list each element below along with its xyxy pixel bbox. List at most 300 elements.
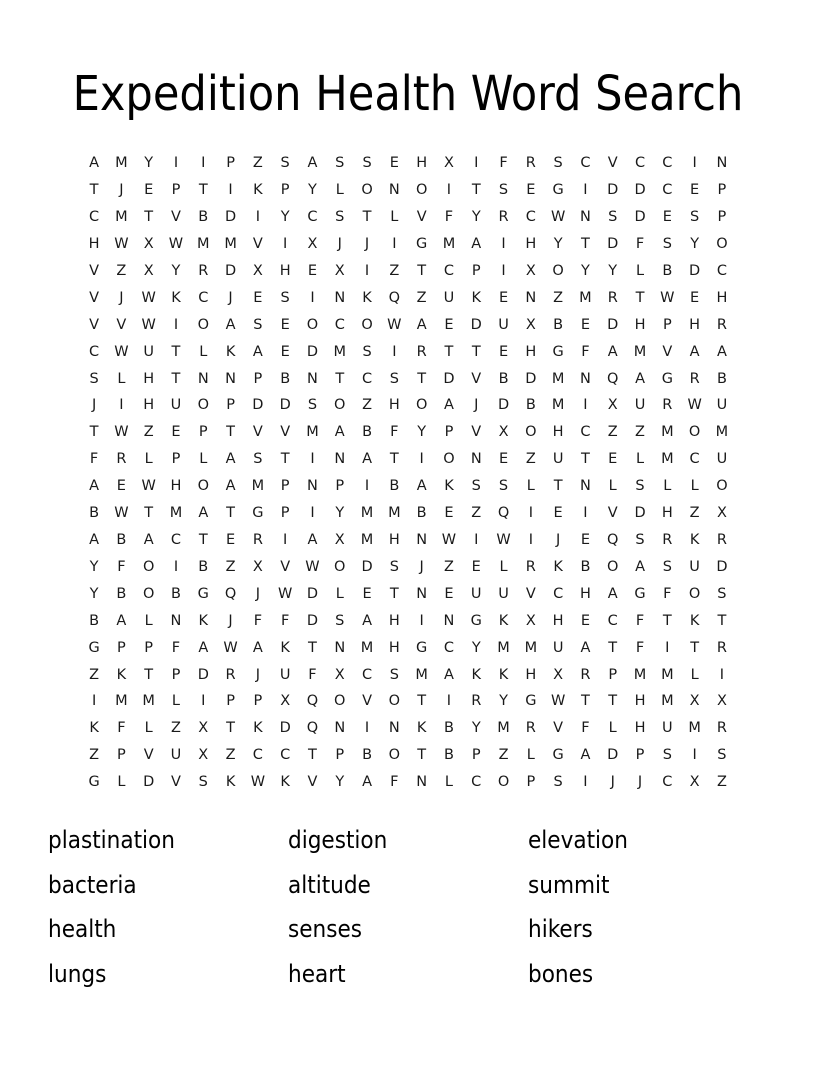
letter-cell[interactable]: K bbox=[498, 612, 509, 629]
letter-cell[interactable]: T bbox=[226, 720, 235, 737]
letter-cell[interactable]: U bbox=[552, 639, 564, 656]
letter-cell[interactable]: R bbox=[716, 532, 727, 548]
letter-cell[interactable]: R bbox=[471, 693, 482, 710]
letter-cell[interactable]: T bbox=[417, 747, 427, 764]
letter-cell[interactable]: I bbox=[283, 236, 288, 253]
letter-cell[interactable]: I bbox=[228, 182, 233, 199]
letter-cell[interactable]: V bbox=[89, 289, 100, 306]
word-list-item[interactable]: summit bbox=[528, 870, 610, 899]
letter-cell[interactable]: E bbox=[498, 289, 509, 306]
letter-cell[interactable]: N bbox=[307, 370, 318, 387]
letter-cell[interactable]: L bbox=[690, 666, 699, 683]
letter-cell[interactable]: E bbox=[471, 558, 481, 575]
letter-cell[interactable]: A bbox=[580, 747, 591, 764]
letter-cell[interactable]: Y bbox=[499, 693, 508, 710]
letter-cell[interactable]: O bbox=[361, 182, 373, 199]
letter-cell[interactable]: E bbox=[116, 478, 126, 495]
letter-cell[interactable]: T bbox=[335, 370, 345, 387]
letter-cell[interactable]: I bbox=[310, 289, 315, 306]
letter-cell[interactable]: Q bbox=[306, 693, 319, 710]
letter-cell[interactable]: L bbox=[199, 343, 208, 360]
letter-cell[interactable]: O bbox=[306, 316, 319, 333]
letter-cell[interactable]: L bbox=[526, 747, 535, 764]
letter-cell[interactable]: T bbox=[581, 693, 590, 710]
letter-cell[interactable]: F bbox=[499, 155, 508, 172]
letter-cell[interactable]: Z bbox=[443, 558, 454, 575]
letter-cell[interactable]: Y bbox=[144, 155, 154, 172]
letter-cell[interactable]: A bbox=[607, 585, 618, 602]
letter-cell[interactable]: Q bbox=[306, 720, 319, 737]
letter-cell[interactable]: K bbox=[498, 666, 509, 683]
letter-cell[interactable]: W bbox=[141, 316, 156, 333]
letter-cell[interactable]: E bbox=[389, 155, 399, 172]
letter-cell[interactable]: D bbox=[143, 774, 155, 791]
letter-cell[interactable]: W bbox=[114, 343, 129, 360]
letter-cell[interactable]: I bbox=[583, 774, 588, 791]
letter-cell[interactable]: X bbox=[525, 316, 536, 333]
letter-cell[interactable]: U bbox=[716, 397, 728, 414]
letter-cell[interactable]: Z bbox=[89, 747, 100, 764]
letter-cell[interactable]: Y bbox=[308, 182, 317, 199]
letter-cell[interactable]: P bbox=[662, 316, 672, 333]
letter-cell[interactable]: X bbox=[689, 774, 700, 791]
letter-cell[interactable]: T bbox=[662, 612, 672, 629]
letter-cell[interactable]: X bbox=[607, 397, 618, 414]
letter-cell[interactable]: G bbox=[661, 370, 673, 387]
letter-cell[interactable]: A bbox=[416, 316, 427, 333]
letter-cell[interactable]: P bbox=[526, 774, 536, 791]
letter-cell[interactable]: A bbox=[307, 532, 318, 548]
letter-cell[interactable]: T bbox=[608, 693, 618, 710]
letter-cell[interactable]: D bbox=[197, 666, 209, 683]
letter-cell[interactable]: M bbox=[688, 720, 701, 737]
letter-cell[interactable]: A bbox=[225, 316, 236, 333]
letter-cell[interactable]: N bbox=[525, 289, 537, 306]
letter-cell[interactable]: Z bbox=[716, 774, 727, 791]
letter-cell[interactable]: I bbox=[283, 532, 288, 548]
letter-cell[interactable]: H bbox=[143, 370, 155, 387]
letter-cell[interactable]: O bbox=[388, 747, 401, 764]
word-list-item[interactable]: altitude bbox=[288, 870, 371, 899]
letter-cell[interactable]: D bbox=[716, 558, 728, 575]
letter-cell[interactable]: G bbox=[416, 236, 428, 253]
letter-cell[interactable]: S bbox=[498, 182, 509, 199]
letter-cell[interactable]: J bbox=[637, 774, 643, 791]
letter-cell[interactable]: P bbox=[144, 639, 154, 656]
letter-cell[interactable]: D bbox=[306, 585, 319, 602]
letter-cell[interactable]: I bbox=[719, 666, 725, 683]
letter-cell[interactable]: L bbox=[444, 774, 453, 791]
letter-cell[interactable]: P bbox=[280, 182, 290, 199]
letter-cell[interactable]: S bbox=[471, 478, 481, 495]
letter-cell[interactable]: T bbox=[362, 209, 372, 226]
letter-cell[interactable]: U bbox=[443, 289, 455, 306]
letter-cell[interactable]: T bbox=[308, 747, 317, 764]
letter-cell[interactable]: Z bbox=[689, 505, 700, 522]
letter-cell[interactable]: T bbox=[198, 532, 208, 548]
letter-cell[interactable]: M bbox=[661, 666, 674, 683]
letter-cell[interactable]: M bbox=[551, 370, 565, 387]
letter-cell[interactable]: T bbox=[198, 182, 208, 199]
letter-cell[interactable]: Y bbox=[471, 639, 481, 656]
letter-cell[interactable]: X bbox=[252, 558, 263, 575]
letter-cell[interactable]: L bbox=[390, 209, 399, 226]
letter-cell[interactable]: T bbox=[471, 343, 481, 360]
letter-cell[interactable]: F bbox=[635, 639, 645, 656]
letter-cell[interactable]: I bbox=[528, 532, 533, 548]
letter-cell[interactable]: I bbox=[583, 182, 588, 199]
letter-cell[interactable]: C bbox=[170, 532, 182, 548]
letter-cell[interactable]: O bbox=[197, 316, 209, 333]
letter-cell[interactable]: H bbox=[279, 262, 291, 279]
letter-cell[interactable]: F bbox=[390, 424, 399, 441]
letter-cell[interactable]: P bbox=[280, 505, 290, 522]
letter-cell[interactable]: E bbox=[280, 316, 290, 333]
letter-cell[interactable]: Y bbox=[471, 720, 481, 737]
letter-cell[interactable]: C bbox=[580, 155, 591, 172]
letter-cell[interactable]: L bbox=[690, 478, 699, 495]
letter-cell[interactable]: N bbox=[170, 612, 182, 629]
letter-cell[interactable]: O bbox=[415, 397, 428, 414]
letter-cell[interactable]: L bbox=[608, 720, 617, 737]
letter-cell[interactable]: N bbox=[334, 289, 346, 306]
letter-cell[interactable]: O bbox=[334, 397, 346, 414]
letter-cell[interactable]: Y bbox=[581, 262, 590, 279]
letter-cell[interactable]: X bbox=[334, 262, 345, 279]
letter-cell[interactable]: A bbox=[225, 478, 236, 495]
letter-cell[interactable]: J bbox=[555, 532, 561, 548]
letter-cell[interactable]: Z bbox=[607, 424, 618, 441]
letter-cell[interactable]: H bbox=[579, 585, 591, 602]
letter-cell[interactable]: N bbox=[225, 370, 236, 387]
letter-cell[interactable]: T bbox=[717, 612, 727, 629]
letter-cell[interactable]: D bbox=[361, 558, 373, 575]
letter-cell[interactable]: J bbox=[228, 612, 233, 629]
letter-cell[interactable]: S bbox=[280, 289, 290, 306]
letter-cell[interactable]: P bbox=[226, 693, 235, 710]
letter-cell[interactable]: E bbox=[307, 262, 318, 279]
letter-cell[interactable]: V bbox=[525, 585, 536, 602]
letter-cell[interactable]: Y bbox=[280, 209, 290, 226]
letter-cell[interactable]: D bbox=[689, 262, 701, 279]
letter-cell[interactable]: B bbox=[89, 505, 100, 522]
letter-cell[interactable]: N bbox=[388, 182, 400, 199]
letter-cell[interactable]: C bbox=[280, 747, 291, 764]
letter-cell[interactable]: I bbox=[173, 558, 179, 575]
letter-cell[interactable]: S bbox=[335, 612, 345, 629]
letter-cell[interactable]: R bbox=[716, 720, 727, 737]
letter-cell[interactable]: K bbox=[225, 774, 236, 791]
letter-cell[interactable]: W bbox=[550, 693, 566, 710]
letter-cell[interactable]: K bbox=[116, 666, 127, 683]
letter-cell[interactable]: B bbox=[116, 532, 127, 548]
letter-cell[interactable]: I bbox=[446, 182, 452, 199]
letter-cell[interactable]: O bbox=[388, 693, 401, 710]
letter-cell[interactable]: T bbox=[308, 639, 317, 656]
letter-cell[interactable]: B bbox=[498, 370, 509, 387]
letter-cell[interactable]: S bbox=[635, 478, 645, 495]
letter-cell[interactable]: G bbox=[552, 182, 564, 199]
letter-cell[interactable]: K bbox=[280, 639, 290, 656]
letter-cell[interactable]: X bbox=[198, 747, 209, 764]
letter-cell[interactable]: K bbox=[171, 289, 181, 306]
letter-cell[interactable]: M bbox=[715, 424, 729, 441]
letter-cell[interactable]: P bbox=[198, 424, 208, 441]
letter-cell[interactable]: K bbox=[444, 478, 454, 495]
letter-cell[interactable]: Y bbox=[553, 236, 563, 253]
letter-cell[interactable]: Y bbox=[690, 236, 700, 253]
letter-cell[interactable]: N bbox=[334, 720, 346, 737]
letter-cell[interactable]: M bbox=[224, 236, 237, 253]
letter-cell[interactable]: W bbox=[141, 478, 156, 495]
letter-cell[interactable]: I bbox=[310, 505, 315, 522]
letter-cell[interactable]: B bbox=[580, 558, 591, 575]
letter-cell[interactable]: I bbox=[501, 262, 506, 279]
letter-cell[interactable]: T bbox=[690, 639, 700, 656]
letter-cell[interactable]: S bbox=[553, 774, 563, 791]
letter-cell[interactable]: Q bbox=[607, 370, 619, 387]
letter-cell[interactable]: V bbox=[607, 505, 618, 522]
letter-cell[interactable]: M bbox=[415, 666, 428, 683]
letter-cell[interactable]: C bbox=[662, 774, 673, 791]
letter-cell[interactable]: O bbox=[142, 558, 155, 575]
letter-cell[interactable]: P bbox=[444, 424, 454, 441]
letter-cell[interactable]: I bbox=[310, 451, 315, 468]
letter-cell[interactable]: I bbox=[692, 747, 697, 764]
letter-cell[interactable]: R bbox=[662, 532, 673, 548]
letter-cell[interactable]: P bbox=[471, 262, 481, 279]
word-list-item[interactable]: health bbox=[48, 915, 117, 944]
letter-cell[interactable]: T bbox=[89, 424, 99, 441]
letter-cell[interactable]: V bbox=[362, 693, 373, 710]
letter-cell[interactable]: E bbox=[444, 585, 454, 602]
letter-cell[interactable]: E bbox=[498, 451, 509, 468]
letter-cell[interactable]: S bbox=[389, 558, 399, 575]
letter-cell[interactable]: A bbox=[689, 343, 700, 360]
letter-cell[interactable]: K bbox=[89, 720, 99, 737]
letter-cell[interactable]: I bbox=[692, 155, 697, 172]
letter-cell[interactable]: D bbox=[607, 236, 619, 253]
letter-cell[interactable]: A bbox=[362, 774, 373, 791]
letter-cell[interactable]: U bbox=[634, 397, 646, 414]
letter-cell[interactable]: S bbox=[553, 155, 563, 172]
letter-cell[interactable]: Z bbox=[416, 289, 427, 306]
letter-cell[interactable]: D bbox=[634, 209, 646, 226]
letter-cell[interactable]: A bbox=[471, 236, 482, 253]
letter-cell[interactable]: V bbox=[471, 424, 482, 441]
letter-cell[interactable]: Y bbox=[608, 262, 618, 279]
letter-cell[interactable]: J bbox=[255, 666, 260, 683]
letter-cell[interactable]: Z bbox=[553, 289, 564, 306]
letter-cell[interactable]: E bbox=[171, 424, 181, 441]
letter-cell[interactable]: B bbox=[280, 370, 291, 387]
letter-cell[interactable]: L bbox=[663, 478, 672, 495]
letter-cell[interactable]: P bbox=[117, 747, 126, 764]
letter-cell[interactable]: O bbox=[197, 397, 209, 414]
letter-cell[interactable]: W bbox=[277, 585, 293, 602]
letter-cell[interactable]: S bbox=[307, 397, 318, 414]
letter-cell[interactable]: L bbox=[635, 262, 645, 279]
letter-cell[interactable]: H bbox=[388, 397, 400, 414]
letter-cell[interactable]: A bbox=[635, 370, 645, 387]
word-list-item[interactable]: elevation bbox=[528, 826, 628, 855]
letter-cell[interactable]: U bbox=[552, 451, 564, 468]
letter-cell[interactable]: E bbox=[608, 451, 618, 468]
letter-cell[interactable]: K bbox=[471, 289, 481, 306]
letter-cell[interactable]: M bbox=[360, 505, 374, 522]
letter-cell[interactable]: M bbox=[442, 236, 456, 253]
letter-cell[interactable]: Q bbox=[607, 532, 619, 548]
letter-cell[interactable]: W bbox=[550, 209, 566, 226]
letter-cell[interactable]: H bbox=[634, 693, 646, 710]
word-list-item[interactable]: plastination bbox=[48, 826, 175, 855]
letter-cell[interactable]: P bbox=[608, 666, 618, 683]
letter-cell[interactable]: L bbox=[499, 558, 508, 575]
letter-cell[interactable]: S bbox=[335, 155, 345, 172]
letter-cell[interactable]: R bbox=[689, 370, 700, 387]
letter-cell[interactable]: A bbox=[334, 424, 345, 441]
letter-cell[interactable]: L bbox=[635, 451, 645, 468]
letter-cell[interactable]: O bbox=[716, 478, 728, 495]
letter-cell[interactable]: G bbox=[88, 639, 100, 656]
letter-cell[interactable]: N bbox=[416, 774, 428, 791]
letter-cell[interactable]: N bbox=[416, 585, 428, 602]
letter-cell[interactable]: T bbox=[89, 182, 99, 199]
letter-cell[interactable]: W bbox=[660, 289, 675, 306]
letter-cell[interactable]: G bbox=[416, 639, 428, 656]
letter-cell[interactable]: E bbox=[580, 316, 591, 333]
letter-cell[interactable]: A bbox=[635, 558, 645, 575]
letter-cell[interactable]: D bbox=[224, 209, 237, 226]
letter-cell[interactable]: A bbox=[116, 612, 127, 629]
letter-cell[interactable]: C bbox=[662, 155, 673, 172]
letter-cell[interactable]: R bbox=[198, 262, 209, 279]
letter-cell[interactable]: C bbox=[361, 370, 373, 387]
letter-cell[interactable]: M bbox=[115, 155, 128, 172]
letter-cell[interactable]: G bbox=[252, 505, 264, 522]
letter-cell[interactable]: F bbox=[635, 612, 645, 629]
letter-cell[interactable]: P bbox=[635, 747, 645, 764]
letter-cell[interactable]: C bbox=[471, 774, 482, 791]
letter-cell[interactable]: T bbox=[280, 451, 290, 468]
letter-cell[interactable]: A bbox=[198, 505, 209, 522]
letter-cell[interactable]: Z bbox=[498, 747, 509, 764]
letter-cell[interactable]: K bbox=[416, 720, 427, 737]
letter-cell[interactable]: I bbox=[474, 155, 479, 172]
letter-cell[interactable]: M bbox=[497, 639, 510, 656]
letter-cell[interactable]: X bbox=[143, 262, 154, 279]
letter-cell[interactable]: H bbox=[416, 155, 428, 172]
letter-cell[interactable]: C bbox=[89, 209, 100, 226]
letter-cell[interactable]: O bbox=[552, 262, 564, 279]
letter-cell[interactable]: S bbox=[362, 343, 372, 360]
letter-cell[interactable]: E bbox=[225, 532, 236, 548]
letter-cell[interactable]: E bbox=[498, 343, 509, 360]
letter-cell[interactable]: E bbox=[580, 612, 591, 629]
letter-cell[interactable]: R bbox=[525, 720, 536, 737]
letter-cell[interactable]: N bbox=[580, 370, 591, 387]
letter-cell[interactable]: K bbox=[689, 532, 700, 548]
letter-cell[interactable]: N bbox=[716, 155, 728, 172]
letter-cell[interactable]: I bbox=[392, 236, 397, 253]
letter-cell[interactable]: I bbox=[583, 505, 588, 522]
letter-cell[interactable]: T bbox=[417, 370, 427, 387]
letter-cell[interactable]: I bbox=[419, 451, 424, 468]
letter-cell[interactable]: N bbox=[307, 478, 318, 495]
letter-cell[interactable]: B bbox=[89, 612, 100, 629]
letter-cell[interactable]: O bbox=[688, 585, 701, 602]
letter-cell[interactable]: Z bbox=[252, 155, 263, 172]
letter-cell[interactable]: A bbox=[607, 343, 618, 360]
word-list-item[interactable]: lungs bbox=[48, 959, 107, 988]
letter-cell[interactable]: A bbox=[362, 451, 373, 468]
letter-cell[interactable]: H bbox=[716, 289, 728, 306]
letter-cell[interactable]: F bbox=[117, 558, 126, 575]
letter-cell[interactable]: A bbox=[443, 666, 454, 683]
letter-cell[interactable]: X bbox=[716, 693, 727, 710]
letter-cell[interactable]: H bbox=[388, 612, 400, 629]
letter-cell[interactable]: D bbox=[607, 182, 619, 199]
letter-cell[interactable]: F bbox=[117, 720, 126, 737]
letter-cell[interactable]: Q bbox=[497, 505, 510, 522]
letter-cell[interactable]: P bbox=[171, 451, 181, 468]
letter-cell[interactable]: Z bbox=[635, 424, 645, 441]
letter-cell[interactable]: T bbox=[581, 451, 590, 468]
letter-cell[interactable]: N bbox=[580, 478, 591, 495]
letter-cell[interactable]: R bbox=[416, 343, 427, 360]
letter-cell[interactable]: M bbox=[633, 343, 647, 360]
letter-cell[interactable]: M bbox=[661, 451, 674, 468]
letter-cell[interactable]: P bbox=[117, 639, 126, 656]
letter-cell[interactable]: S bbox=[717, 747, 727, 764]
letter-grid[interactable] bbox=[80, 150, 735, 796]
letter-cell[interactable]: W bbox=[114, 424, 129, 441]
letter-cell[interactable]: T bbox=[417, 693, 427, 710]
letter-cell[interactable]: R bbox=[498, 209, 509, 226]
letter-cell[interactable]: L bbox=[144, 720, 153, 737]
letter-cell[interactable]: D bbox=[607, 316, 619, 333]
letter-cell[interactable]: M bbox=[633, 666, 647, 683]
letter-cell[interactable]: M bbox=[360, 532, 374, 548]
letter-cell[interactable]: U bbox=[279, 666, 291, 683]
letter-cell[interactable]: K bbox=[689, 612, 700, 629]
letter-cell[interactable]: P bbox=[171, 666, 181, 683]
letter-cell[interactable]: B bbox=[389, 478, 400, 495]
letter-cell[interactable]: K bbox=[362, 289, 372, 306]
letter-cell[interactable]: A bbox=[252, 343, 263, 360]
letter-cell[interactable]: J bbox=[228, 289, 233, 306]
letter-cell[interactable]: P bbox=[226, 155, 235, 172]
letter-cell[interactable]: L bbox=[608, 478, 617, 495]
letter-cell[interactable]: E bbox=[690, 289, 700, 306]
letter-cell[interactable]: M bbox=[661, 424, 674, 441]
letter-cell[interactable]: O bbox=[142, 585, 155, 602]
letter-cell[interactable]: X bbox=[525, 612, 536, 629]
letter-cell[interactable]: G bbox=[525, 693, 537, 710]
letter-cell[interactable]: J bbox=[255, 585, 260, 602]
letter-cell[interactable]: M bbox=[197, 236, 210, 253]
letter-cell[interactable]: X bbox=[307, 236, 318, 253]
letter-cell[interactable]: K bbox=[280, 774, 290, 791]
letter-cell[interactable]: X bbox=[525, 262, 536, 279]
letter-cell[interactable]: B bbox=[171, 585, 181, 602]
letter-cell[interactable]: W bbox=[223, 639, 238, 656]
letter-cell[interactable]: F bbox=[390, 774, 399, 791]
letter-cell[interactable]: M bbox=[579, 289, 592, 306]
letter-cell[interactable]: I bbox=[528, 505, 533, 522]
letter-cell[interactable]: M bbox=[551, 397, 565, 414]
letter-cell[interactable]: I bbox=[446, 693, 452, 710]
